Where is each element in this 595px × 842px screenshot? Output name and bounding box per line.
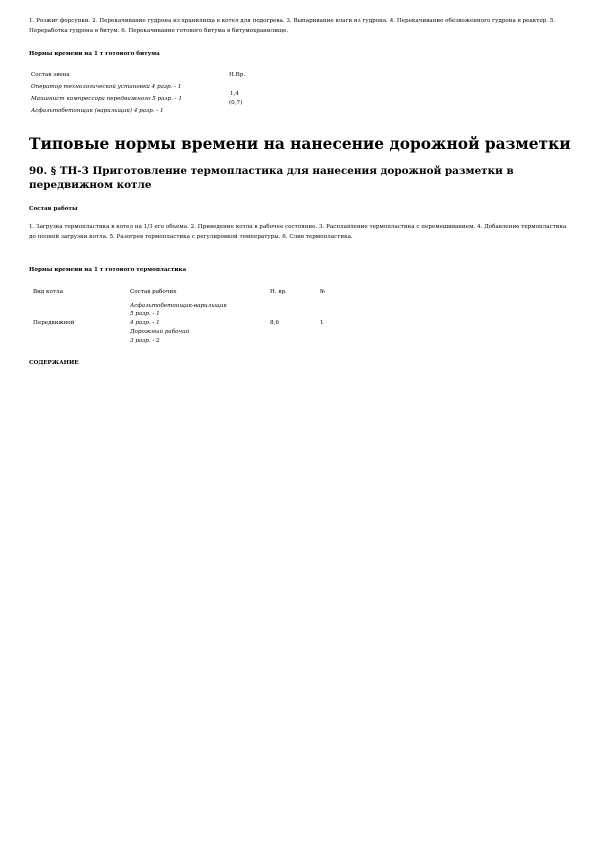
contents-link[interactable]: СОДЕРЖАНИЕ — [29, 360, 79, 366]
crew-column-header: Состав рабочих — [130, 289, 177, 295]
subsection-title: 90. § ТН-3 Приготовление термопластика для нанесения дорожной разметки в передвижном котле — [29, 165, 514, 191]
norm-value: 8,6 — [270, 320, 279, 326]
norm-heading: Нормы времени на 1 т готового битума — [29, 51, 160, 57]
number-column-header: № — [320, 289, 326, 295]
norm-column-header: Н.Вр. — [229, 72, 246, 78]
crew-line: 4 разр. - 1 — [130, 320, 160, 326]
crew-line: 3 разр. - 2 — [130, 338, 160, 344]
row-number: 1 — [320, 320, 324, 326]
norm-value: 1,4 — [230, 91, 239, 97]
norm-value-alt: (0,7) — [229, 100, 243, 106]
norm-heading-2: Нормы времени на 1 т готового термопластика — [29, 267, 187, 273]
norm-column-header: Н. вр. — [270, 289, 287, 295]
crew-line: 5 разр. - 1 — [130, 311, 160, 317]
kind-column-header: Вид котла — [33, 289, 63, 295]
work-heading: Состав работы — [29, 206, 78, 212]
section-title: Типовые нормы времени на нанесение дорожной разметки — [29, 135, 571, 153]
crew-column-header: Состав звена — [31, 72, 70, 78]
crew-member: Оператор технологической установки 4 разр. - 1 — [31, 84, 182, 90]
crew-member: Машинист компрессора передвижного 5 разр. - 1 — [31, 96, 182, 102]
crew-member: Асфальтобетонщик (варильщик) 4 разр. - 1 — [31, 108, 164, 114]
crew-line: Дорожный рабочий — [130, 329, 190, 335]
crew-line: Асфальтобетонщик-варильщик — [130, 303, 227, 309]
boiler-kind: Передвижной — [33, 320, 75, 326]
work-paragraph: 1. Загрузка термопластика в котел на 1/3 его объема. 2. Приведение котла в рабочее состояние. 3. Расплавление термопластика с перемешиванием. 4. Добавление термопластика до полной загрузки котла. 5. Разогрев термопластика с регулировкой температуры. 6. Слив термопластика. — [29, 224, 567, 240]
operations-paragraph: 1. Розжиг форсунки. 2. Перекачивание гудрона из хранилища в котел для подогрева. 3. Выпаривание влаги из гудрона. 4. Перекачивание обезвоженного гудрона в реактор. 5. Переработка гудрона в битум. 6. Перекачивание готового битума в битумохранилище. — [29, 18, 556, 34]
